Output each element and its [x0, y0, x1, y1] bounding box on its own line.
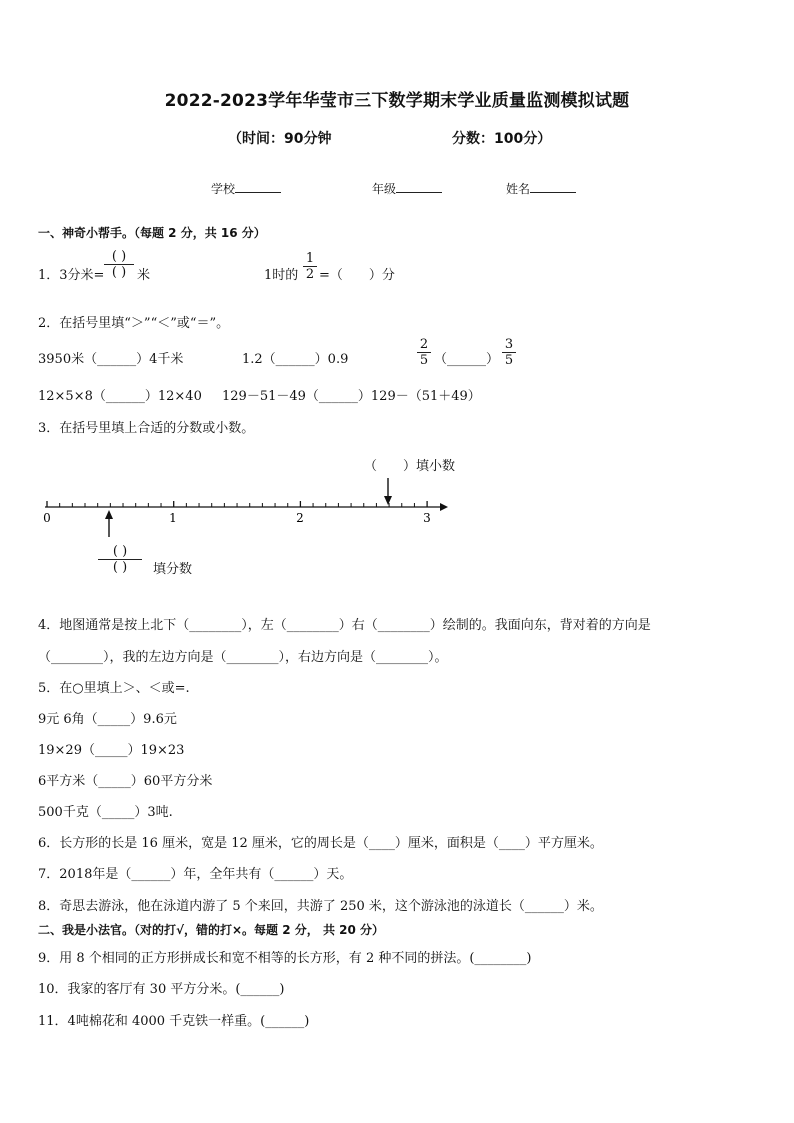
fraction-arrow-head: [105, 510, 113, 519]
q2-frac-right: [502, 337, 516, 368]
number-line: [30, 470, 460, 540]
q1a-prefix: 1．3分米=: [38, 268, 105, 283]
school-field: [211, 180, 281, 197]
q1b-prefix: 1时的: [264, 268, 299, 283]
q1b-fraction: [303, 251, 317, 282]
section2-heading: 二、我是小法官。（对的打√，错的打×。每题 2 分， 共 20 分）: [38, 923, 384, 937]
q1b-denominator: 2: [305, 267, 315, 282]
q2-prompt: 2．在括号里填“＞”“＜”或“＝”。: [38, 316, 230, 331]
q3-fraction-den[interactable]: ( ): [112, 560, 128, 575]
q1a-numerator[interactable]: ( ): [111, 249, 127, 264]
exam-score: 分数：100分）: [452, 131, 552, 147]
q1a-fraction: [104, 249, 134, 280]
school-blank[interactable]: [235, 181, 281, 193]
q2-row1-c-blank[interactable]: （______）: [434, 352, 500, 367]
tick-label-3: 3: [423, 511, 431, 525]
q3-fraction-label: 填分数: [153, 562, 193, 577]
exam-time: （时间：90分钟: [228, 131, 332, 147]
q2-frac-left: [417, 337, 431, 368]
tick-label-0: 0: [43, 511, 51, 525]
q2-frac-right-num: 3: [504, 337, 514, 352]
q3-fraction-answer: [98, 544, 142, 575]
q4-line1: 4．地图通常是按上北下（________），左（________）右（________）绘制的。我面向东，背对着的方向是: [38, 618, 651, 633]
page-title: 2022-2023学年华莹市三下数学期末学业质量监测模拟试题: [164, 91, 630, 111]
school-label: 学校: [211, 182, 236, 196]
q9: 9．用 8 个相同的正方形拼成长和宽不相等的长方形，有 2 种不同的拼法。(________): [38, 951, 532, 966]
name-field: [506, 180, 576, 197]
tick-label-2: 2: [296, 511, 304, 525]
grade-blank[interactable]: [396, 181, 442, 193]
section1-heading: 一、神奇小帮手。（每题 2 分，共 16 分）: [38, 226, 266, 240]
q2-row2-a: 12×5×8（______）12×40: [38, 389, 202, 404]
q1b-numerator: 1: [305, 251, 315, 266]
name-label: 姓名: [506, 182, 531, 196]
q6: 6．长方形的长是 16 厘米，宽是 12 厘米，它的周长是（____）厘米，面积是（____）平方厘米。: [38, 836, 603, 851]
q5-item: 19×29（_____）19×23: [38, 743, 185, 758]
q1a-suffix: 米: [137, 268, 151, 283]
q5-item: 500千克（_____）3吨.: [38, 805, 173, 820]
q5-item: 6平方米（_____）60平方分米: [38, 774, 213, 789]
q4-line2: （________），我的左边方向是（________），右边方向是（________）。: [38, 650, 448, 665]
q1a-denominator[interactable]: ( ): [111, 265, 127, 280]
tick-label-1: 1: [169, 511, 177, 525]
q2-frac-left-num: 2: [419, 337, 429, 352]
q2-frac-right-den: 5: [504, 353, 514, 368]
q10: 10．我家的客厅有 30 平方分米。(______): [38, 982, 285, 997]
q7: 7．2018年是（______）年，全年共有（______）天。: [38, 867, 353, 882]
grade-label: 年级: [372, 182, 397, 196]
name-blank[interactable]: [530, 181, 576, 193]
q1b-suffix: =（ ）分: [319, 268, 395, 283]
decimal-arrow-head: [384, 496, 392, 505]
q11: 11．4吨棉花和 4000 千克铁一样重。(______): [38, 1014, 310, 1029]
number-line-ticks: [47, 501, 427, 507]
q2-row1-a: 3950米（______）4千米: [38, 352, 184, 367]
q5-item: 9元 6角（_____）9.6元: [38, 712, 177, 727]
q3-prompt: 3．在括号里填上合适的分数或小数。: [38, 421, 255, 436]
grade-field: [372, 180, 442, 197]
q5-prompt: 5．在○里填上＞、＜或=.: [38, 681, 190, 696]
q3-decimal-label: （ ）填小数: [364, 459, 456, 474]
q3-fraction-num[interactable]: ( ): [112, 544, 128, 559]
q2-row1-b: 1.2（______）0.9: [242, 352, 349, 367]
q8: 8．奇思去游泳，他在泳道内游了 5 个来回，共游了 250 米，这个游泳池的泳道长（______）米。: [38, 899, 603, 914]
q2-row2-b: 129－51－49（______）129－（51＋49）: [222, 389, 481, 404]
axis-arrowhead: [440, 503, 448, 511]
q2-frac-left-den: 5: [419, 353, 429, 368]
